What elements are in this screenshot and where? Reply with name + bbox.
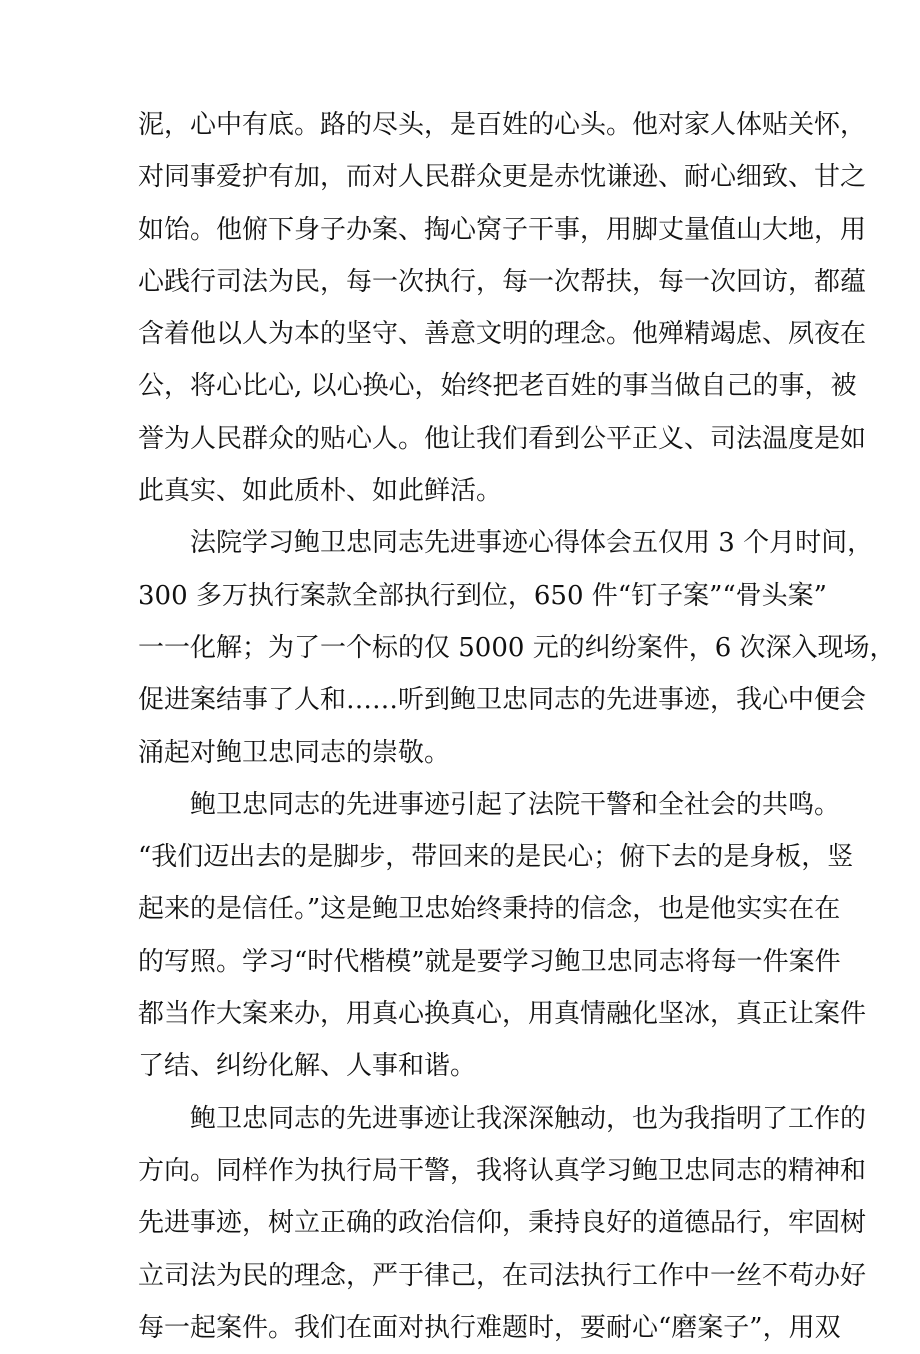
text-line: “我们迈出去的是脚步，带回来的是民心；俯下去的是身板，竖 — [138, 842, 854, 873]
text-line: 誉为人民群众的贴心人。他让我们看到公平正义、司法温度是如 — [138, 423, 867, 454]
text-line: 含着他以人为本的坚守、善意文明的理念。他殚精竭虑、夙夜在 — [138, 319, 867, 350]
paragraph-1 — [138, 99, 867, 517]
text-line: 如饴。他俯下身子办案、掏心窝子干事，用脚丈量值山大地，用 — [138, 214, 867, 245]
text-line: 涌起对鲍卫忠同志的崇敬。 — [138, 737, 451, 768]
text-line: 一一化解；为了一个标的仅 5000 元的纠纷案件，6 次深入现场， — [138, 632, 896, 663]
text-line: 的写照。学习“时代楷模”就是要学习鲍卫忠同志将每一件案件 — [138, 946, 841, 977]
text-line: 立司法为民的理念，严于律己，在司法执行工作中一丝不苟办好 — [138, 1260, 867, 1291]
paragraph-4 — [138, 1093, 867, 1354]
text-line: 泥，心中有底。路的尽头，是百姓的心头。他对家人体贴关怀， — [138, 110, 867, 140]
text-line: 公，将心比心, 以心换心，始终把老百姓的事当做自己的事，被 — [138, 371, 857, 402]
text-line: 了结、纠纷化解、人事和谐。 — [138, 1051, 477, 1082]
paragraph-2 — [138, 517, 896, 778]
text-line: 先进事迹，树立正确的政治信仰，秉持良好的道德品行，牢固树 — [138, 1208, 867, 1239]
text-line: 此真实、如此质朴、如此鲜活。 — [138, 476, 503, 507]
document-body — [138, 99, 896, 1354]
text-line: 鲍卫忠同志的先进事迹引起了法院干警和全社会的共鸣。 — [190, 789, 841, 820]
text-line: 法院学习鲍卫忠同志先进事迹心得体会五仅用 3 个月时间， — [190, 528, 874, 559]
paragraph-3 — [138, 779, 867, 1093]
text-line: 都当作大案来办，用真心换真心，用真情融化坚冰，真正让案件 — [138, 999, 867, 1030]
text-line: 每一起案件。我们在面对执行难题时，要耐心“磨案子”，用双 — [138, 1312, 841, 1343]
text-line: 对同事爱护有加，而对人民群众更是赤忱谦逊、耐心细致、甘之 — [138, 162, 867, 193]
text-line: 心践行司法为民，每一次执行，每一次帮扶，每一次回访，都蕴 — [138, 266, 867, 297]
text-line: 促进案结事了人和……听到鲍卫忠同志的先进事迹，我心中便会 — [138, 685, 867, 716]
text-line: 起来的是信任。”这是鲍卫忠始终秉持的信念，也是他实实在在 — [138, 894, 841, 925]
text-line: 鲍卫忠同志的先进事迹让我深深触动，也为我指明了工作的 — [190, 1103, 867, 1134]
text-line: 方向。同样作为执行局干警，我将认真学习鲍卫忠同志的精神和 — [138, 1155, 867, 1186]
text-line: 300 多万执行案款全部执行到位，650 件“钉子案”“骨头案” — [138, 580, 827, 611]
